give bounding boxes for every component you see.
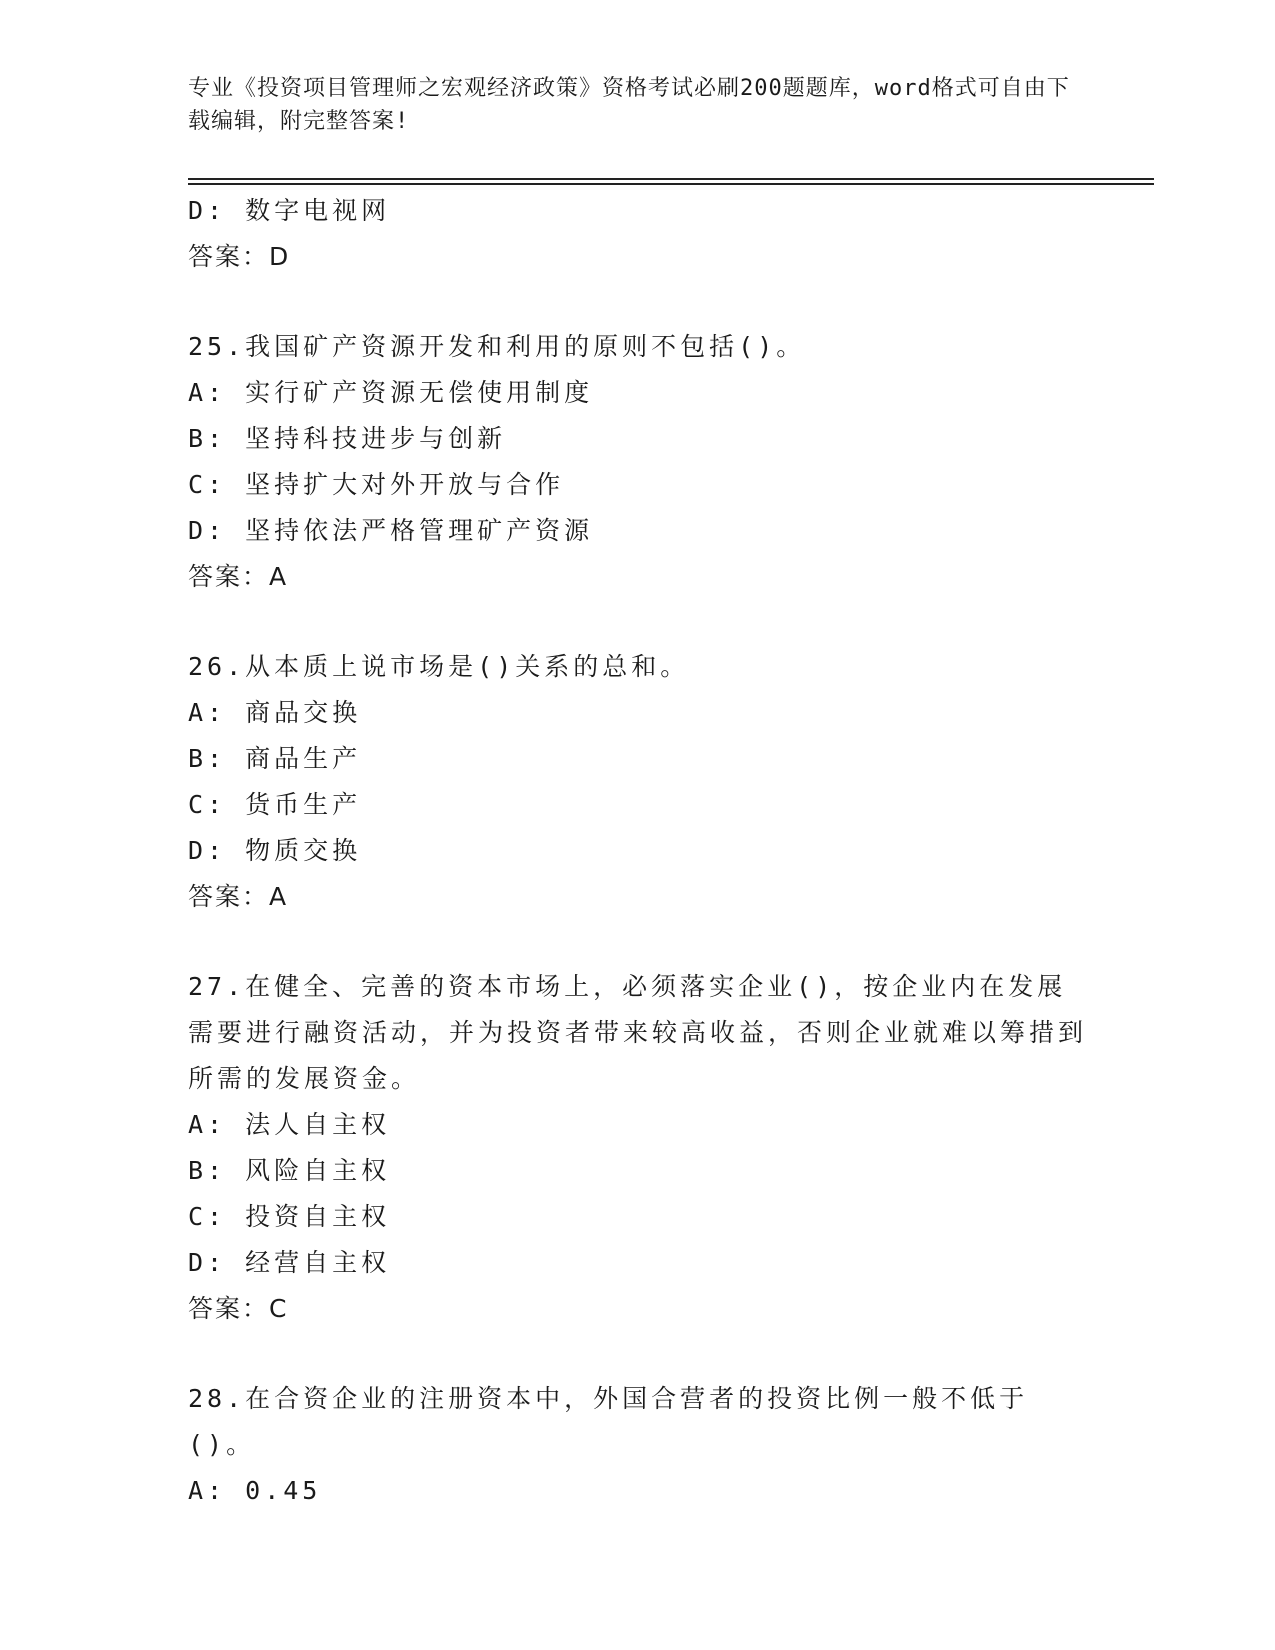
option-d: D: 坚持依法严格管理矿产资源: [188, 516, 594, 545]
answer: 答案：C: [188, 1294, 289, 1323]
question-item: [188, 964, 1088, 1332]
answer: 答案：D: [188, 242, 291, 271]
question-item: [188, 644, 1088, 920]
option-b: B: 商品生产: [188, 744, 362, 773]
header-divider-top: [188, 178, 1154, 180]
option-d: D: 物质交换: [188, 836, 362, 865]
question-stem: 26.从本质上说市场是()关系的总和。: [188, 652, 690, 681]
option-c: C: 货币生产: [188, 790, 362, 819]
option-a: A: 实行矿产资源无偿使用制度: [188, 378, 594, 407]
question-list: [188, 188, 1088, 1514]
answer: 答案：A: [188, 562, 289, 591]
question-stem: 28.在合资企业的注册资本中，外国合营者的投资比例一般不低于()。: [188, 1384, 1029, 1459]
question-item: [188, 324, 1088, 600]
option-d: D: 数字电视网: [188, 196, 391, 225]
question-stem: 25.我国矿产资源开发和利用的原则不包括()。: [188, 332, 806, 361]
option-d: D: 经营自主权: [188, 1248, 391, 1277]
option-b: B: 坚持科技进步与创新: [188, 424, 507, 453]
header-divider-bottom: [188, 183, 1154, 185]
question-stem: 27.在健全、完善的资本市场上，必须落实企业()，按企业内在发展需要进行融资活动，并为投资者带来较高收益，否则企业就难以筹措到所需的发展资金。: [188, 972, 1088, 1093]
option-c: C: 坚持扩大对外开放与合作: [188, 470, 565, 499]
option-a: A: 法人自主权: [188, 1110, 391, 1139]
question-item: [188, 1376, 1088, 1514]
option-a: A: 商品交换: [188, 698, 362, 727]
document-header-title: 专业《投资项目管理师之宏观经济政策》资格考试必刷200题题库，word格式可自由下载编辑，附完整答案!: [188, 76, 1070, 134]
option-b: B: 风险自主权: [188, 1156, 391, 1185]
answer: 答案：A: [188, 882, 289, 911]
option-a: A: 0.45: [188, 1476, 322, 1505]
option-c: C: 投资自主权: [188, 1202, 391, 1231]
